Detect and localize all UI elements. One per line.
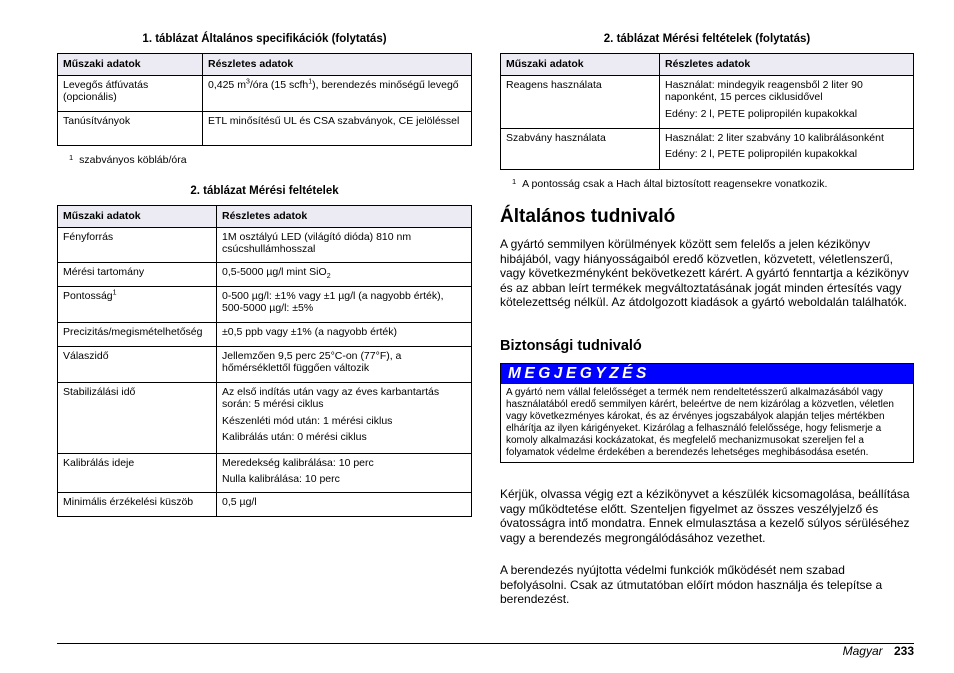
note-text: A gyártó nem vállal felelősséget a termék nem rendeltetésszerű alkalmazásából vagy használatából eredő semmilyen kárért, beleértve de nem kizárólag a közvetlen, véletlen vagy következményes károkat, és az érvényes jogszabályok alapján teljes mértékben elhárítja az ilyen kárigényeket. Kizárólag a felhasználó felelőssége, hogy felismerje a komoly alkalmazási kockázatokat, és megfelelő mechanizmusokat szereljen fel a folyamatok védelme érdekében a berendezés lehetséges meghibásodása esetén. [506,387,894,458]
page-footer [843,644,914,658]
table1 [57,53,472,146]
column-header: Műszaki adatok [58,206,217,228]
row-value: ETL minősítésű UL és CSA szabványok, CE jelöléssel [203,111,472,145]
row-label: Minimális érzékelési küszöb [58,492,217,516]
row-label: Tanúsítványok [58,111,203,145]
note-title: MEGJEGYZÉS [501,364,913,384]
table-row [58,286,472,322]
row-label: Pontosság$^1$ [58,286,217,322]
column-header: Műszaki adatok [501,54,660,76]
row-value: Használat: 2 liter szabvány 10 kalibrálásonként Edény: 2 l, PETE polipropilén kupakokkal [660,128,914,169]
table1-caption: 1. táblázat Általános specifikációk (folytatás) [142,33,387,45]
row-label: Mérési tartomány [58,262,217,286]
column-header: Részletes adatok [660,54,914,76]
table-row [58,453,472,492]
table-row [501,75,914,128]
column-header: Részletes adatok [217,206,472,228]
table1-footnote: $^1$ szabványos köbláb/óra [69,153,187,166]
footer-divider [57,643,914,644]
row-label: Precizitás/megismételhetőség [58,322,217,346]
row-value: Jellemzően 9,5 perc 25°C-on (77°F), a hőmérséklettől függően változik [217,346,472,382]
column-header: Részletes adatok [203,54,472,76]
table2-caption: 2. táblázat Mérési feltételek [190,185,339,197]
row-value: 1M osztályú LED (világító dióda) 810 nm csúcshullámhosszal [217,227,472,262]
row-label: Fényforrás [58,227,217,262]
row-label: Válaszidő [58,346,217,382]
table-row [58,75,472,111]
general-paragraph: A gyártó semmilyen körülmények között sem felelős a jelen kézikönyv hibájából, vagy hiányosságaiból eredő közvetlen, közvetett, véletlenszerű, vagy következményként bekövetkezett kárért. A gyártó fenntartja a kézikönyv és az abban leírt termékek megváltoztatásának jogát minden értesítés vagy kötelezettség nélkül. Az átdolgozott kiadások a gyártó weboldalán találhatók. [500,237,909,309]
row-value: 0,5-5000 µg/l mint SiO$_2$ [217,262,472,286]
row-value: Az első indítás után vagy az éves karbantartás során: 5 mérési ciklus Készenléti mód után: 1 mérési ciklus Kalibrálás után: 0 mérési ciklus [217,382,472,453]
table-row [58,262,472,286]
page-number: 233 [893,644,914,658]
table-header-row [501,54,914,76]
section-heading-safety: Biztonsági tudnivaló [500,338,642,354]
row-value: 0,5 µg/l [217,492,472,516]
row-label: Kalibrálás ideje [58,453,217,492]
row-value: Meredekség kalibrálása: 10 perc Nulla kalibrálása: 10 perc [217,453,472,492]
table-row [501,128,914,169]
row-value: 0,425 $m^3$/óra (15 scfh$^1$), berendezés minőségű levegő [203,75,472,111]
note-box [500,363,914,463]
table2-continued [500,53,914,170]
table2-cont-caption: 2. táblázat Mérési feltételek (folytatás) [603,33,811,45]
row-label: Szabvány használata [501,128,660,169]
section-heading-general: Általános tudnivaló [500,206,676,227]
table-row [58,346,472,382]
table2 [57,205,472,517]
table-row [58,227,472,262]
table-header-row [58,54,472,76]
table-row [58,492,472,516]
row-value: 0-500 µg/l: ±1% vagy ±1 µg/l (a nagyobb érték), 500-5000 µg/l: ±5% [217,286,472,322]
row-value: ±0,5 ppb vagy ±1% (a nagyobb érték) [217,322,472,346]
table-row [58,111,472,145]
footer-language: Magyar [842,644,883,658]
protection-paragraph: A berendezés nyújtotta védelmi funkciók működését nem szabad befolyásolni. Csak az útmutatóban előírt módon használja és telepítse a berendezést. [500,563,883,606]
table-header-row [58,206,472,228]
table-row [58,382,472,453]
safety-paragraph: Kérjük, olvassa végig ezt a kézikönyvet a készülék kicsomagolása, beállítása vagy működtetése előtt. Szenteljen figyelmet az összes veszélyjelző és óvatosságra intő mondatra. Ennek elmulasztása a kezelő súlyos sérüléséhez vagy a berendezés megrongálódásához vezethet. [500,487,910,545]
column-header: Műszaki adatok [58,54,203,76]
table-row [58,322,472,346]
row-label: Stabilizálási idő [58,382,217,453]
row-label: Reagens használata [501,75,660,128]
row-label: Levegős átfúvatás (opcionális) [58,75,203,111]
table2-footnote: $^1$ A pontosság csak a Hach által biztosított reagensekre vonatkozik. [512,177,828,190]
row-value: Használat: mindegyik reagensből 2 liter 90 naponként, 15 perces ciklusidővel Edény: 2 l, PETE polipropilén kupakokkal [660,75,914,128]
